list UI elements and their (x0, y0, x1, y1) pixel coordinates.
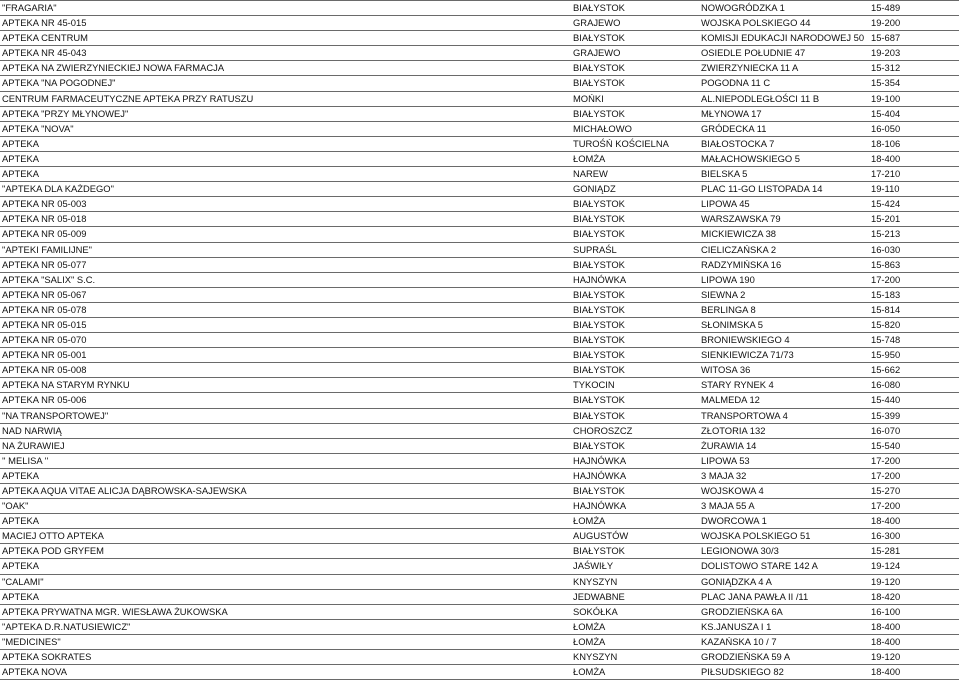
pharmacy-name-cell: "OAK" (0, 499, 571, 514)
city-cell: BIAŁYSTOK (571, 333, 699, 348)
city-cell: BIAŁYSTOK (571, 76, 699, 91)
table-row (0, 665, 959, 680)
table-row (0, 529, 959, 544)
pharmacy-name-cell: APTEKA NOVA (0, 665, 571, 680)
table-row (0, 1, 959, 16)
pharmacy-name-cell: APTEKA NR 05-018 (0, 212, 571, 227)
street-address-cell: WITOSA 36 (699, 363, 869, 378)
table-row (0, 91, 959, 106)
pharmacy-name-cell: APTEKA "PRZY MŁYNOWEJ" (0, 106, 571, 121)
pharmacy-name-cell: "APTEKI FAMILIJNE" (0, 242, 571, 257)
street-address-cell: SIENKIEWICZA 71/73 (699, 348, 869, 363)
postal-code-cell: 15-270 (869, 484, 959, 499)
table-row (0, 589, 959, 604)
city-cell: CHOROSZCZ (571, 423, 699, 438)
street-address-cell: RADZYMIŃSKA 16 (699, 257, 869, 272)
street-address-cell: OSIEDLE POŁUDNIE 47 (699, 46, 869, 61)
street-address-cell: KOMISJI EDUKACJI NARODOWEJ 50 (699, 31, 869, 46)
city-cell: BIAŁYSTOK (571, 408, 699, 423)
table-row (0, 121, 959, 136)
pharmacy-name-cell: APTEKA "NOVA" (0, 121, 571, 136)
city-cell: GRAJEWO (571, 46, 699, 61)
street-address-cell: PLAC JANA PAWŁA II /11 (699, 589, 869, 604)
street-address-cell: KAZAŃSKA 10 / 7 (699, 634, 869, 649)
postal-code-cell: 17-200 (869, 468, 959, 483)
city-cell: SUPRAŚL (571, 242, 699, 257)
street-address-cell: TRANSPORTOWA 4 (699, 408, 869, 423)
street-address-cell: BRONIEWSKIEGO 4 (699, 333, 869, 348)
table-row (0, 272, 959, 287)
postal-code-cell: 18-400 (869, 514, 959, 529)
street-address-cell: ZWIERZYNIECKA 11 A (699, 61, 869, 76)
postal-code-cell: 15-312 (869, 61, 959, 76)
pharmacy-name-cell: "MEDICINES" (0, 634, 571, 649)
table-row (0, 453, 959, 468)
city-cell: BIAŁYSTOK (571, 363, 699, 378)
pharmacy-name-cell: APTEKA NR 05-070 (0, 333, 571, 348)
pharmacy-name-cell: APTEKA (0, 589, 571, 604)
postal-code-cell: 19-100 (869, 91, 959, 106)
city-cell: KNYSZYN (571, 574, 699, 589)
street-address-cell: GRÓDECKA 11 (699, 121, 869, 136)
city-cell: BIAŁYSTOK (571, 61, 699, 76)
city-cell: MOŃKI (571, 91, 699, 106)
pharmacy-name-cell: MACIEJ OTTO APTEKA (0, 529, 571, 544)
postal-code-cell: 15-489 (869, 1, 959, 16)
postal-code-cell: 15-950 (869, 348, 959, 363)
city-cell: ŁOMŻA (571, 619, 699, 634)
postal-code-cell: 18-400 (869, 665, 959, 680)
pharmacy-name-cell: APTEKA "SALIX" S.C. (0, 272, 571, 287)
postal-code-cell: 17-200 (869, 272, 959, 287)
table-row (0, 438, 959, 453)
table-body (0, 1, 959, 680)
street-address-cell: 3 MAJA 55 A (699, 499, 869, 514)
pharmacy-name-cell: APTEKA NR 05-003 (0, 197, 571, 212)
city-cell: GRAJEWO (571, 16, 699, 31)
pharmacy-name-cell: APTEKA NA STARYM RYNKU (0, 378, 571, 393)
street-address-cell: BERLINGA 8 (699, 302, 869, 317)
city-cell: BIAŁYSTOK (571, 106, 699, 121)
pharmacy-name-cell: APTEKA NR 05-006 (0, 393, 571, 408)
postal-code-cell: 19-203 (869, 46, 959, 61)
pharmacy-name-cell: APTEKA NR 05-078 (0, 302, 571, 317)
postal-code-cell: 16-300 (869, 529, 959, 544)
street-address-cell: WOJSKA POLSKIEGO 44 (699, 16, 869, 31)
city-cell: KNYSZYN (571, 650, 699, 665)
street-address-cell: DOLISTOWO STARE 142 A (699, 559, 869, 574)
postal-code-cell: 15-404 (869, 106, 959, 121)
postal-code-cell: 15-863 (869, 257, 959, 272)
city-cell: ŁOMŻA (571, 151, 699, 166)
table-row (0, 76, 959, 91)
pharmacy-name-cell: APTEKA "NA POGODNEJ" (0, 76, 571, 91)
pharmacy-name-cell: APTEKA (0, 136, 571, 151)
pharmacy-name-cell: CENTRUM FARMACEUTYCZNE APTEKA PRZY RATUSZU (0, 91, 571, 106)
table-row (0, 242, 959, 257)
table-row (0, 393, 959, 408)
street-address-cell: LIPOWA 190 (699, 272, 869, 287)
street-address-cell: GRODZIEŃSKA 6A (699, 604, 869, 619)
postal-code-cell: 15-814 (869, 302, 959, 317)
table-row (0, 151, 959, 166)
postal-code-cell: 18-400 (869, 151, 959, 166)
postal-code-cell: 16-070 (869, 423, 959, 438)
table-row (0, 408, 959, 423)
postal-code-cell: 15-354 (869, 76, 959, 91)
street-address-cell: CIELICZAŃSKA 2 (699, 242, 869, 257)
pharmacy-name-cell: APTEKA POD GRYFEM (0, 544, 571, 559)
city-cell: ŁOMŻA (571, 665, 699, 680)
city-cell: BIAŁYSTOK (571, 212, 699, 227)
table-row (0, 317, 959, 332)
city-cell: ŁOMŻA (571, 514, 699, 529)
city-cell: HAJNÓWKA (571, 453, 699, 468)
pharmacy-name-cell: APTEKA NA ZWIERZYNIECKIEJ NOWA FARMACJA (0, 61, 571, 76)
table-row (0, 287, 959, 302)
table-row (0, 212, 959, 227)
street-address-cell: LEGIONOWA 30/3 (699, 544, 869, 559)
pharmacy-name-cell: APTEKA NR 05-015 (0, 317, 571, 332)
table-row (0, 604, 959, 619)
city-cell: BIAŁYSTOK (571, 544, 699, 559)
table-row (0, 484, 959, 499)
city-cell: JEDWABNE (571, 589, 699, 604)
city-cell: BIAŁYSTOK (571, 317, 699, 332)
city-cell: NAREW (571, 167, 699, 182)
street-address-cell: STARY RYNEK 4 (699, 378, 869, 393)
street-address-cell: LIPOWA 45 (699, 197, 869, 212)
postal-code-cell: 17-200 (869, 499, 959, 514)
pharmacy-name-cell: "APTEKA DLA KAŻDEGO" (0, 182, 571, 197)
pharmacy-name-cell: NA ŻURAWIEJ (0, 438, 571, 453)
city-cell: TUROŚŃ KOŚCIELNA (571, 136, 699, 151)
street-address-cell: ZŁOTORIA 132 (699, 423, 869, 438)
postal-code-cell: 19-120 (869, 650, 959, 665)
pharmacy-name-cell: APTEKA SOKRATES (0, 650, 571, 665)
table-row (0, 499, 959, 514)
table-row (0, 16, 959, 31)
postal-code-cell: 15-399 (869, 408, 959, 423)
city-cell: MICHAŁOWO (571, 121, 699, 136)
street-address-cell: NOWOGRÓDZKA 1 (699, 1, 869, 16)
street-address-cell: LIPOWA 53 (699, 453, 869, 468)
postal-code-cell: 17-200 (869, 453, 959, 468)
table-row (0, 106, 959, 121)
street-address-cell: MALMEDA 12 (699, 393, 869, 408)
postal-code-cell: 15-281 (869, 544, 959, 559)
city-cell: BIAŁYSTOK (571, 197, 699, 212)
pharmacy-name-cell: NAD NARWIĄ (0, 423, 571, 438)
postal-code-cell: 18-420 (869, 589, 959, 604)
postal-code-cell: 17-210 (869, 167, 959, 182)
city-cell: HAJNÓWKA (571, 272, 699, 287)
table-row (0, 378, 959, 393)
street-address-cell: WOJSKOWA 4 (699, 484, 869, 499)
street-address-cell: GRODZIEŃSKA 59 A (699, 650, 869, 665)
street-address-cell: KS.JANUSZA I 1 (699, 619, 869, 634)
postal-code-cell: 15-201 (869, 212, 959, 227)
table-row (0, 634, 959, 649)
table-row (0, 650, 959, 665)
street-address-cell: WOJSKA POLSKIEGO 51 (699, 529, 869, 544)
table-row (0, 136, 959, 151)
table-row (0, 348, 959, 363)
city-cell: BIAŁYSTOK (571, 302, 699, 317)
table-row (0, 61, 959, 76)
postal-code-cell: 15-540 (869, 438, 959, 453)
pharmacy-name-cell: APTEKA (0, 468, 571, 483)
table-row (0, 619, 959, 634)
street-address-cell: SIEWNA 2 (699, 287, 869, 302)
table-row (0, 257, 959, 272)
city-cell: HAJNÓWKA (571, 499, 699, 514)
street-address-cell: ŻURAWIA 14 (699, 438, 869, 453)
postal-code-cell: 15-183 (869, 287, 959, 302)
pharmacy-name-cell: "CALAMI" (0, 574, 571, 589)
postal-code-cell: 16-050 (869, 121, 959, 136)
pharmacy-name-cell: APTEKA (0, 559, 571, 574)
postal-code-cell: 15-687 (869, 31, 959, 46)
pharmacy-name-cell: APTEKA CENTRUM (0, 31, 571, 46)
postal-code-cell: 15-213 (869, 227, 959, 242)
pharmacy-name-cell: "APTEKA D.R.NATUSIEWICZ" (0, 619, 571, 634)
street-address-cell: PIŁSUDSKIEGO 82 (699, 665, 869, 680)
postal-code-cell: 18-106 (869, 136, 959, 151)
street-address-cell: PLAC 11-GO LISTOPADA 14 (699, 182, 869, 197)
table-row (0, 197, 959, 212)
pharmacy-name-cell: APTEKA NR 45-043 (0, 46, 571, 61)
postal-code-cell: 16-030 (869, 242, 959, 257)
city-cell: BIAŁYSTOK (571, 257, 699, 272)
table-row (0, 167, 959, 182)
street-address-cell: MAŁACHOWSKIEGO 5 (699, 151, 869, 166)
city-cell: BIAŁYSTOK (571, 393, 699, 408)
pharmacy-name-cell: APTEKA (0, 167, 571, 182)
city-cell: BIAŁYSTOK (571, 348, 699, 363)
table-row (0, 559, 959, 574)
postal-code-cell: 16-080 (869, 378, 959, 393)
street-address-cell: BIELSKA 5 (699, 167, 869, 182)
city-cell: SOKÓŁKA (571, 604, 699, 619)
pharmacy-name-cell: APTEKA NR 05-008 (0, 363, 571, 378)
street-address-cell: MŁYNOWA 17 (699, 106, 869, 121)
table-row (0, 46, 959, 61)
pharmacy-name-cell: APTEKA NR 45-015 (0, 16, 571, 31)
pharmacy-name-cell: APTEKA AQUA VITAE ALICJA DĄBROWSKA-SAJEWSKA (0, 484, 571, 499)
street-address-cell: DWORCOWA 1 (699, 514, 869, 529)
city-cell: BIAŁYSTOK (571, 227, 699, 242)
table-row (0, 31, 959, 46)
pharmacy-name-cell: "NA TRANSPORTOWEJ" (0, 408, 571, 423)
postal-code-cell: 16-100 (869, 604, 959, 619)
city-cell: BIAŁYSTOK (571, 1, 699, 16)
street-address-cell: MICKIEWICZA 38 (699, 227, 869, 242)
table-row (0, 544, 959, 559)
table-row (0, 302, 959, 317)
city-cell: BIAŁYSTOK (571, 484, 699, 499)
street-address-cell: SŁONIMSKA 5 (699, 317, 869, 332)
table-row (0, 423, 959, 438)
street-address-cell: BIAŁOSTOCKA 7 (699, 136, 869, 151)
city-cell: AUGUSTÓW (571, 529, 699, 544)
postal-code-cell: 15-748 (869, 333, 959, 348)
postal-code-cell: 15-440 (869, 393, 959, 408)
city-cell: JAŚWIŁY (571, 559, 699, 574)
table-row (0, 514, 959, 529)
pharmacy-name-cell: APTEKA NR 05-009 (0, 227, 571, 242)
table-row (0, 333, 959, 348)
postal-code-cell: 19-200 (869, 16, 959, 31)
city-cell: HAJNÓWKA (571, 468, 699, 483)
city-cell: ŁOMŻA (571, 634, 699, 649)
city-cell: BIAŁYSTOK (571, 287, 699, 302)
postal-code-cell: 19-124 (869, 559, 959, 574)
pharmacy-name-cell: APTEKA NR 05-077 (0, 257, 571, 272)
pharmacy-name-cell: '' MELISA '' (0, 453, 571, 468)
pharmacy-name-cell: APTEKA NR 05-067 (0, 287, 571, 302)
postal-code-cell: 15-424 (869, 197, 959, 212)
pharmacy-name-cell: APTEKA (0, 151, 571, 166)
postal-code-cell: 19-120 (869, 574, 959, 589)
pharmacy-name-cell: APTEKA NR 05-001 (0, 348, 571, 363)
table-row (0, 363, 959, 378)
pharmacy-name-cell: APTEKA (0, 514, 571, 529)
postal-code-cell: 19-110 (869, 182, 959, 197)
postal-code-cell: 15-662 (869, 363, 959, 378)
street-address-cell: WARSZAWSKA 79 (699, 212, 869, 227)
postal-code-cell: 15-820 (869, 317, 959, 332)
city-cell: TYKOCIN (571, 378, 699, 393)
postal-code-cell: 18-400 (869, 634, 959, 649)
table-row (0, 182, 959, 197)
street-address-cell: POGODNA 11 C (699, 76, 869, 91)
pharmacy-name-cell: "FRAGARIA" (0, 1, 571, 16)
postal-code-cell: 18-400 (869, 619, 959, 634)
table-row (0, 468, 959, 483)
street-address-cell: GONIĄDZKA 4 A (699, 574, 869, 589)
city-cell: GONIĄDZ (571, 182, 699, 197)
table-row (0, 574, 959, 589)
city-cell: BIAŁYSTOK (571, 31, 699, 46)
pharmacy-name-cell: APTEKA PRYWATNA MGR. WIESŁAWA ŻUKOWSKA (0, 604, 571, 619)
street-address-cell: 3 MAJA 32 (699, 468, 869, 483)
table-row (0, 227, 959, 242)
city-cell: BIAŁYSTOK (571, 438, 699, 453)
street-address-cell: AL.NIEPODLEGŁOŚCI 11 B (699, 91, 869, 106)
